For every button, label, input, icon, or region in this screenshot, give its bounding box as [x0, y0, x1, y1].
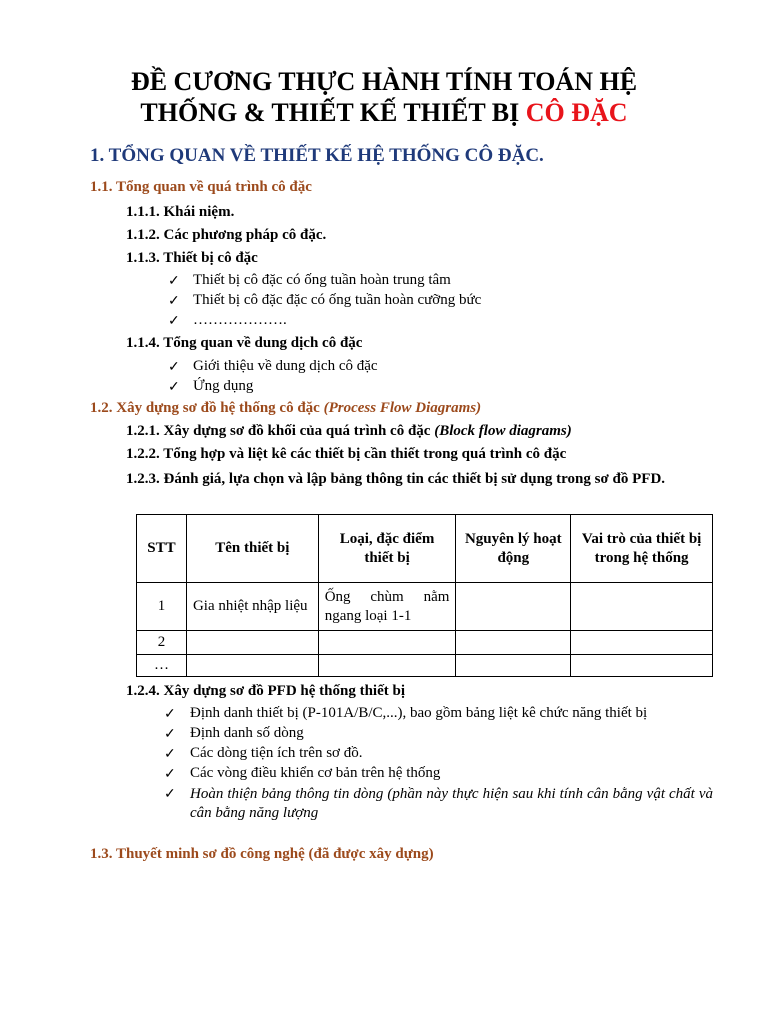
item-1-2-2: 1.2.2. Tổng hợp và liệt kê các thiết bị cần thiết trong quá trình cô đặc	[126, 446, 567, 462]
list-item: Ứng dụng	[193, 378, 254, 394]
table-header: Vai trò của thiết bị trong hệ thống	[571, 515, 713, 583]
section-1-2-heading-italic: (Process Flow Diagrams)	[323, 400, 482, 416]
check-icon: ✓	[164, 727, 176, 742]
check-icon: ✓	[164, 767, 176, 782]
table-cell	[186, 655, 318, 677]
table-cell	[456, 583, 571, 631]
table-cell: …	[137, 655, 187, 677]
item-1-2-1	[126, 423, 572, 440]
table-cell	[318, 655, 456, 677]
check-icon: ✓	[168, 380, 180, 395]
list-item: Định danh thiết bị (P-101A/B/C,...), bao gồm bảng liệt kê chức năng thiết bị	[190, 705, 648, 721]
check-icon: ✓	[168, 314, 180, 329]
list-item: Giới thiệu về dung dịch cô đặc	[193, 358, 378, 374]
table-cell: 1	[137, 583, 187, 631]
item-1-2-1-text: 1.2.1. Xây dựng sơ đồ khối của quá trình cô đặc	[126, 423, 431, 439]
table-row	[137, 583, 713, 631]
table-row	[137, 631, 713, 655]
section-1-heading: 1. TỔNG QUAN VỀ THIẾT KẾ HỆ THỐNG CÔ ĐẶC.	[90, 145, 544, 166]
table-cell	[456, 631, 571, 655]
item-1-1-2: 1.1.2. Các phương pháp cô đặc.	[126, 227, 327, 243]
table-cell	[571, 631, 713, 655]
list-item: ……………….	[193, 312, 287, 328]
table-cell	[456, 655, 571, 677]
list-item: Các dòng tiện ích trên sơ đồ.	[190, 745, 363, 761]
table-cell: Ống chùm nằm ngang loại 1-1	[318, 583, 456, 631]
table-cell: 2	[137, 631, 187, 655]
table-cell: Gia nhiệt nhập liệu	[186, 583, 318, 631]
table-header: Tên thiết bị	[186, 515, 318, 583]
equipment-table	[136, 514, 713, 677]
list-item-italic: Hoàn thiện bảng thông tin dòng (phần này thực hiện sau khi tính cân bằng vật chất và cân bằng năng lượng	[190, 786, 713, 821]
item-1-1-3: 1.1.3. Thiết bị cô đặc	[126, 250, 258, 266]
table-header-row	[137, 515, 713, 583]
item-1-1-4: 1.1.4. Tổng quan về dung dịch cô đặc	[126, 335, 363, 351]
check-icon: ✓	[168, 360, 180, 375]
table-header: Nguyên lý hoạt động	[456, 515, 571, 583]
title-line-1: ĐỀ CƯƠNG THỰC HÀNH TÍNH TOÁN HỆ	[130, 67, 638, 96]
check-icon: ✓	[168, 274, 180, 289]
item-1-2-4: 1.2.4. Xây dựng sơ đồ PFD hệ thống thiết bị	[126, 683, 406, 699]
check-icon: ✓	[168, 294, 180, 309]
title-line-2	[60, 97, 708, 128]
table-cell	[571, 583, 713, 631]
list-item: Các vòng điều khiển cơ bản trên hệ thống	[190, 765, 441, 781]
check-icon: ✓	[164, 787, 176, 802]
table-cell	[571, 655, 713, 677]
table-header: STT	[137, 515, 187, 583]
table-header: Loại, đặc điểm thiết bị	[318, 515, 456, 583]
item-1-2-3: 1.2.3. Đánh giá, lựa chọn và lập bảng thông tin các thiết bị sử dụng trong sơ đồ PFD.	[126, 471, 666, 487]
table-row	[137, 655, 713, 677]
title-line-2-text: THỐNG & THIẾT KẾ THIẾT BỊ	[140, 98, 520, 127]
section-1-2-heading	[90, 400, 481, 417]
list-item: Định danh số dòng	[190, 725, 304, 741]
list-item: Thiết bị cô đặc đặc có ống tuần hoàn cưỡng bức	[193, 292, 482, 308]
section-1-2-heading-text: 1.2. Xây dựng sơ đồ hệ thống cô đặc	[90, 400, 320, 416]
item-1-1-1: 1.1.1. Khái niệm.	[126, 204, 235, 220]
title-highlight: CÔ ĐẶC	[525, 98, 628, 127]
section-1-3-heading: 1.3. Thuyết minh sơ đồ công nghệ (đã được xây dựng)	[90, 846, 434, 862]
section-1-1-heading: 1.1. Tổng quan về quá trình cô đặc	[90, 179, 312, 195]
table-cell	[186, 631, 318, 655]
item-1-2-1-italic: (Block flow diagrams)	[434, 423, 572, 439]
check-icon: ✓	[164, 707, 176, 722]
document-title	[60, 66, 708, 128]
list-item: Thiết bị cô đặc có ống tuần hoàn trung tâm	[193, 272, 451, 288]
check-icon: ✓	[164, 747, 176, 762]
table-cell	[318, 631, 456, 655]
